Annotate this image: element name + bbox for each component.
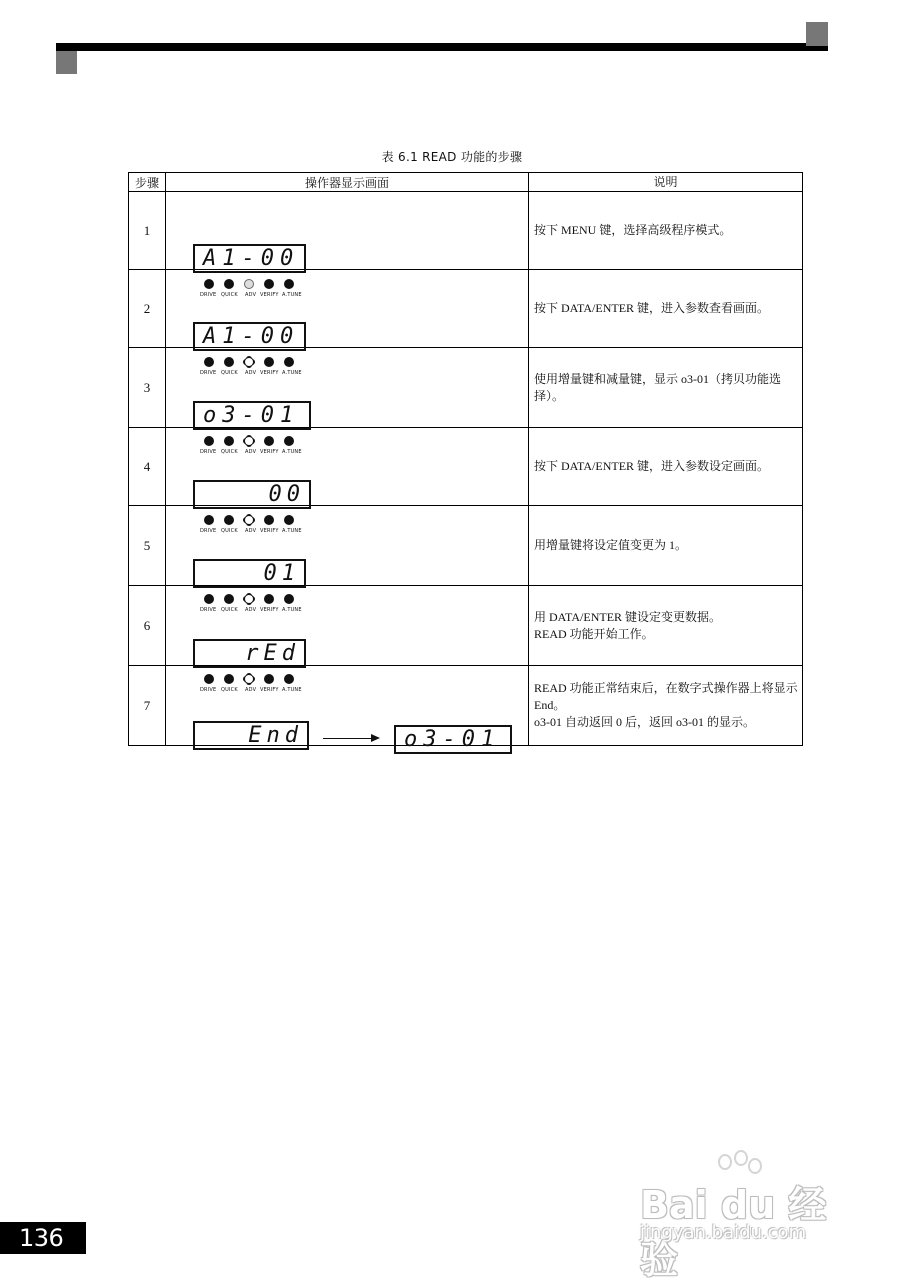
lcd-display: A1-00 [193, 244, 306, 273]
led-label: QUICK [221, 527, 238, 534]
led-label: A.TUNE [282, 291, 302, 298]
quick-led-icon [224, 674, 234, 684]
description-line: o3-01 自动返回 0 后，返回 o3-01 的显示。 [534, 715, 755, 729]
adv-led-blinking-icon [244, 594, 254, 604]
mode-indicator-leds [200, 594, 314, 616]
led-label: QUICK [221, 448, 238, 455]
transition-arrow-icon [323, 738, 373, 739]
led-label: ADV [245, 527, 257, 534]
step-description: 按下 DATA/ENTER 键，进入参数设定画面。 [529, 428, 803, 506]
adv-led-blinking-icon [244, 515, 254, 525]
step-description [529, 666, 803, 746]
quick-led-icon [224, 515, 234, 525]
quick-led-icon [224, 357, 234, 367]
mode-indicator-leds [200, 515, 314, 537]
quick-led-icon [224, 594, 234, 604]
led-label: A.TUNE [282, 369, 302, 376]
led-label: DRIVE [200, 606, 217, 613]
arrow-head-icon [371, 734, 380, 742]
adv-led-blinking-icon [244, 357, 254, 367]
led-label: ADV [245, 291, 257, 298]
verify-led-icon [264, 594, 274, 604]
drive-led-icon [204, 279, 214, 289]
adv-led-blinking-icon [244, 674, 254, 684]
led-label: DRIVE [200, 686, 217, 693]
step-number: 2 [129, 270, 166, 348]
table-caption: 表 6.1 READ 功能的步骤 [381, 150, 523, 164]
operator-display-cell [166, 192, 529, 298]
lcd-display: A1-00 [193, 322, 306, 351]
mode-indicator-leds [200, 436, 314, 458]
quick-led-icon [224, 436, 234, 446]
page-number-box [0, 1196, 86, 1254]
lcd-display: rEd [193, 639, 306, 668]
drive-led-icon [204, 674, 214, 684]
led-label: ADV [245, 686, 257, 693]
step-description: 按下 MENU 键，选择高级程序模式。 [529, 192, 803, 270]
step-number: 7 [129, 666, 166, 746]
atune-led-icon [284, 515, 294, 525]
adv-led-blinking-icon [244, 436, 254, 446]
drive-led-icon [204, 436, 214, 446]
drive-led-icon [204, 594, 214, 604]
atune-led-icon [284, 674, 294, 684]
led-label: DRIVE [200, 527, 217, 534]
atune-led-icon [284, 436, 294, 446]
watermark [640, 1150, 860, 1282]
header-display: 操作器显示画面 [166, 173, 529, 192]
lcd-display: 01 [193, 559, 306, 588]
led-label: VERIFY [260, 686, 279, 693]
watermark-url: jingyan.baidu.com [640, 1222, 807, 1243]
led-label: A.TUNE [282, 448, 302, 455]
drive-led-icon [204, 515, 214, 525]
led-label: QUICK [221, 369, 238, 376]
led-label: VERIFY [260, 527, 279, 534]
led-label: QUICK [221, 606, 238, 613]
lcd-display: 00 [193, 480, 311, 509]
header-description: 说明 [529, 173, 803, 192]
drive-led-icon [204, 357, 214, 367]
lcd-display: End [193, 721, 309, 750]
step-number: 4 [129, 428, 166, 506]
led-label: ADV [245, 448, 257, 455]
led-label: QUICK [221, 291, 238, 298]
led-label: QUICK [221, 686, 238, 693]
atune-led-icon [284, 279, 294, 289]
verify-led-icon [264, 515, 274, 525]
verify-led-icon [264, 436, 274, 446]
table-header-row [129, 173, 803, 192]
step-description: 用增量键将设定值变更为 1。 [529, 506, 803, 586]
led-label: VERIFY [260, 448, 279, 455]
led-label: DRIVE [200, 448, 217, 455]
verify-led-icon [264, 357, 274, 367]
corner-marker-left [56, 51, 77, 74]
watermark-brand: Bai du 经验 [640, 1183, 827, 1282]
lcd-display: o3-01 [193, 401, 311, 430]
step-number: 6 [129, 586, 166, 666]
mode-indicator-leds [200, 279, 314, 301]
led-label: VERIFY [260, 606, 279, 613]
led-label: DRIVE [200, 291, 217, 298]
header-rule [56, 43, 828, 51]
led-label: A.TUNE [282, 686, 302, 693]
verify-led-icon [264, 279, 274, 289]
page-number: 6-136 [19, 1196, 64, 1252]
description-line: 用 DATA/ENTER 键设定变更数据。 [534, 609, 722, 624]
step-number: 5 [129, 506, 166, 586]
description-line: READ 功能开始工作。 [534, 626, 654, 641]
adv-led-icon [244, 279, 254, 289]
atune-led-icon [284, 357, 294, 367]
step-number: 1 [129, 192, 166, 270]
step-description: 按下 DATA/ENTER 键，进入参数查看画面。 [529, 270, 803, 348]
step-number: 3 [129, 348, 166, 428]
description-line: READ 功能正常结束后，在数字式操作器上将显示 End。 [534, 681, 798, 712]
verify-led-icon [264, 674, 274, 684]
corner-marker-right [806, 22, 828, 46]
quick-led-icon [224, 279, 234, 289]
lcd-display-after: o3-01 [394, 725, 512, 754]
step-description: 使用增量键和减量键，显示 o3-01（拷贝功能选择）。 [529, 348, 803, 428]
mode-indicator-leds [200, 674, 314, 696]
atune-led-icon [284, 594, 294, 604]
led-label: DRIVE [200, 369, 217, 376]
header-step: 步骤 [129, 173, 166, 192]
led-label: A.TUNE [282, 606, 302, 613]
led-label: VERIFY [260, 291, 279, 298]
read-steps-table [128, 172, 803, 752]
mode-indicator-leds [200, 357, 314, 379]
led-label: A.TUNE [282, 527, 302, 534]
led-label: VERIFY [260, 369, 279, 376]
led-label: ADV [245, 606, 257, 613]
led-label: ADV [245, 369, 257, 376]
step-description [529, 586, 803, 666]
table-row [129, 192, 803, 270]
